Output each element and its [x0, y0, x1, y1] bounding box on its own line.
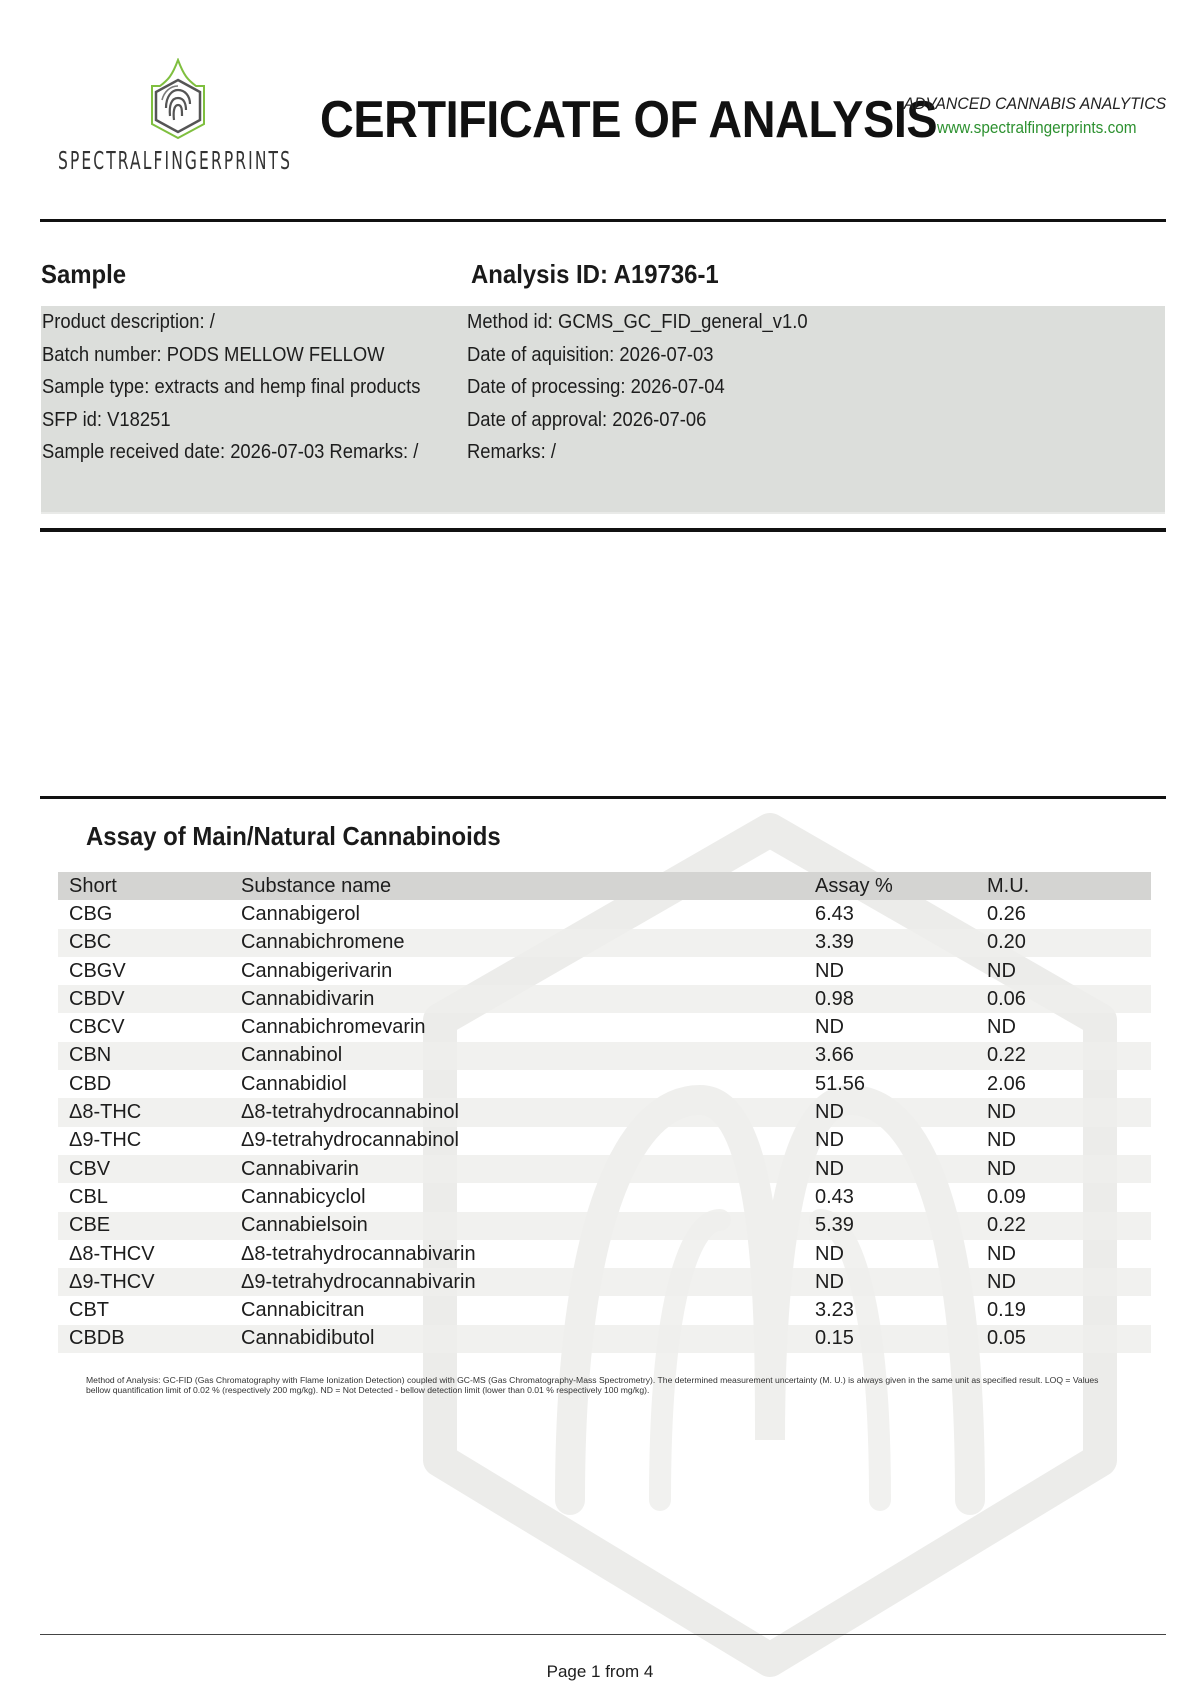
cell-mu: 2.06: [987, 1072, 1026, 1095]
cell-mu: ND: [987, 1242, 1016, 1265]
table-row: [58, 1042, 1151, 1070]
column-header-mu: M.U.: [987, 874, 1030, 897]
sample-heading: Sample: [41, 259, 127, 289]
assay-divider: [40, 796, 1166, 799]
cell-short: CBL: [69, 1185, 108, 1208]
cell-mu: ND: [987, 1129, 1016, 1152]
cell-short: Δ9-THCV: [69, 1270, 155, 1293]
date-of-approval: Date of approval: 2026-07-06: [467, 408, 707, 431]
table-row: [58, 1325, 1151, 1353]
assay-heading: Assay of Main/Natural Cannabinoids: [86, 821, 501, 851]
document-title: CERTIFICATE OF ANALYSIS: [320, 91, 938, 149]
cell-assay: 0.43: [815, 1185, 854, 1208]
cell-mu: 0.19: [987, 1299, 1026, 1322]
cell-short: CBG: [69, 902, 113, 925]
cell-assay: ND: [815, 1157, 844, 1180]
sample-info-box: [41, 306, 1165, 514]
cell-mu: 0.09: [987, 1185, 1026, 1208]
cell-short: Δ9-THC: [69, 1129, 142, 1152]
cell-substance: Cannabivarin: [241, 1157, 359, 1180]
table-row: [58, 1127, 1151, 1155]
cell-substance: Cannabidivarin: [241, 987, 375, 1010]
cell-short: CBCV: [69, 1016, 125, 1039]
sample-type: Sample type: extracts and hemp final products: [42, 376, 421, 398]
cell-mu: ND: [987, 959, 1016, 982]
company-website-link[interactable]: www.spectralfingerprints.com: [937, 119, 1137, 137]
cell-short: CBDV: [69, 987, 125, 1010]
table-row: [58, 929, 1151, 957]
analysis-id-heading: Analysis ID: A19736-1: [471, 259, 719, 289]
cell-mu: ND: [987, 1270, 1016, 1293]
cell-substance: Cannabichromene: [241, 931, 405, 954]
logo-wordmark: SPECTRALFINGERPRINTS: [58, 146, 293, 175]
remarks: Remarks: /: [467, 441, 556, 463]
cell-substance: Cannabielsoin: [241, 1214, 368, 1237]
sample-divider: [40, 528, 1166, 532]
table-row: [58, 900, 1151, 928]
column-header-substance: Substance name: [241, 874, 392, 897]
batch-number: Batch number: PODS MELLOW FELLOW: [42, 343, 385, 366]
cell-substance: Cannabidiol: [241, 1072, 347, 1095]
cell-short: CBDB: [69, 1327, 125, 1350]
footer-divider: [40, 1634, 1166, 1635]
page-number: Page 1 from 4: [546, 1662, 654, 1681]
cell-assay: 5.39: [815, 1214, 854, 1237]
cell-substance: Cannabigerivarin: [241, 959, 393, 982]
cell-substance: Cannabicitran: [241, 1299, 365, 1322]
cell-mu: 0.22: [987, 1214, 1026, 1237]
table-row: [58, 1098, 1151, 1126]
cell-substance: Δ9-tetrahydrocannabivarin: [241, 1270, 476, 1293]
column-header-short: Short: [69, 874, 117, 897]
sample-info-left: [42, 306, 453, 469]
cell-mu: 0.05: [987, 1327, 1026, 1350]
cell-assay: 0.15: [815, 1327, 854, 1350]
cell-assay: ND: [815, 1270, 844, 1293]
cell-substance: Cannabidibutol: [241, 1327, 375, 1350]
cell-short: CBE: [69, 1214, 111, 1237]
company-tagline: ADVANCED CANNABIS ANALYTICS: [903, 94, 1166, 113]
sample-info-right: [467, 306, 837, 469]
assay-table-body: [58, 900, 1151, 1353]
table-row: [58, 957, 1151, 985]
cell-assay: 0.98: [815, 987, 854, 1010]
method-id: Method id: GCMS_GC_FID_general_v1.0: [467, 311, 808, 333]
cell-short: CBC: [69, 931, 112, 954]
cell-substance: Cannabicyclol: [241, 1185, 366, 1208]
cell-substance: Δ9-tetrahydrocannabinol: [241, 1129, 459, 1152]
table-row: [58, 1296, 1151, 1324]
cell-short: CBN: [69, 1044, 112, 1067]
cell-mu: 0.22: [987, 1044, 1026, 1067]
table-row: [58, 1240, 1151, 1268]
cell-assay: 51.56: [815, 1072, 866, 1095]
cell-short: CBT: [69, 1299, 109, 1322]
cell-substance: Cannabinol: [241, 1044, 343, 1067]
table-row: [58, 1013, 1151, 1041]
fingerprint-logo-icon: [142, 58, 214, 140]
cell-short: CBV: [69, 1157, 111, 1180]
cell-short: CBD: [69, 1072, 112, 1095]
cell-mu: 0.06: [987, 987, 1026, 1010]
sample-received-date: Sample received date: 2026-07-03 Remarks: /: [42, 441, 419, 463]
column-header-assay: Assay %: [815, 874, 893, 897]
cell-mu: 0.20: [987, 931, 1026, 954]
table-row: [58, 1268, 1151, 1296]
cell-assay: ND: [815, 1101, 844, 1124]
cell-substance: Δ8-tetrahydrocannabivarin: [241, 1242, 476, 1265]
cell-assay: 3.39: [815, 931, 854, 954]
cell-short: CBGV: [69, 959, 126, 982]
cell-substance: Cannabichromevarin: [241, 1016, 426, 1039]
cell-mu: 0.26: [987, 902, 1026, 925]
cell-substance: Cannabigerol: [241, 902, 360, 925]
cell-assay: ND: [815, 1016, 844, 1039]
cell-short: Δ8-THCV: [69, 1242, 155, 1265]
cell-assay: ND: [815, 1129, 844, 1152]
table-row: [58, 1212, 1151, 1240]
cell-assay: 6.43: [815, 902, 854, 925]
cell-substance: Δ8-tetrahydrocannabinol: [241, 1101, 459, 1124]
table-header-row: [58, 872, 1151, 900]
table-row: [58, 1183, 1151, 1211]
date-of-processing: Date of processing: 2026-07-04: [467, 376, 725, 398]
product-description: Product description: /: [42, 311, 215, 333]
cell-mu: ND: [987, 1157, 1016, 1180]
cell-mu: ND: [987, 1101, 1016, 1124]
company-logo: [58, 58, 304, 180]
cell-assay: ND: [815, 1242, 844, 1265]
method-footnote: Method of Analysis: GC-FID (Gas Chromatography with Flame Ionization Detection) coupled with GC-MS (Gas Chromatography-Mass Spectrometry). The determined measurement uncertainty (M. U.) is always given in the same unit as specified result. LOQ = Values bellow quantification limit of 0.02 % (respectively 200 mg/kg). ND = Not Detected - bellow detection limit (lower than 0.01 % respectively 100 mg/kg).: [86, 1375, 1099, 1395]
cell-mu: ND: [987, 1016, 1016, 1039]
table-row: [58, 1070, 1151, 1098]
date-of-acquisition: Date of aquisition: 2026-07-03: [467, 343, 714, 366]
cell-short: Δ8-THC: [69, 1101, 142, 1124]
cell-assay: ND: [815, 959, 844, 982]
cell-assay: 3.66: [815, 1044, 854, 1067]
cell-assay: 3.23: [815, 1299, 854, 1322]
sfp-id: SFP id: V18251: [42, 408, 171, 431]
cannabinoid-assay-table: [58, 872, 1151, 1353]
header-divider: [40, 219, 1166, 222]
table-row: [58, 985, 1151, 1013]
table-row: [58, 1155, 1151, 1183]
